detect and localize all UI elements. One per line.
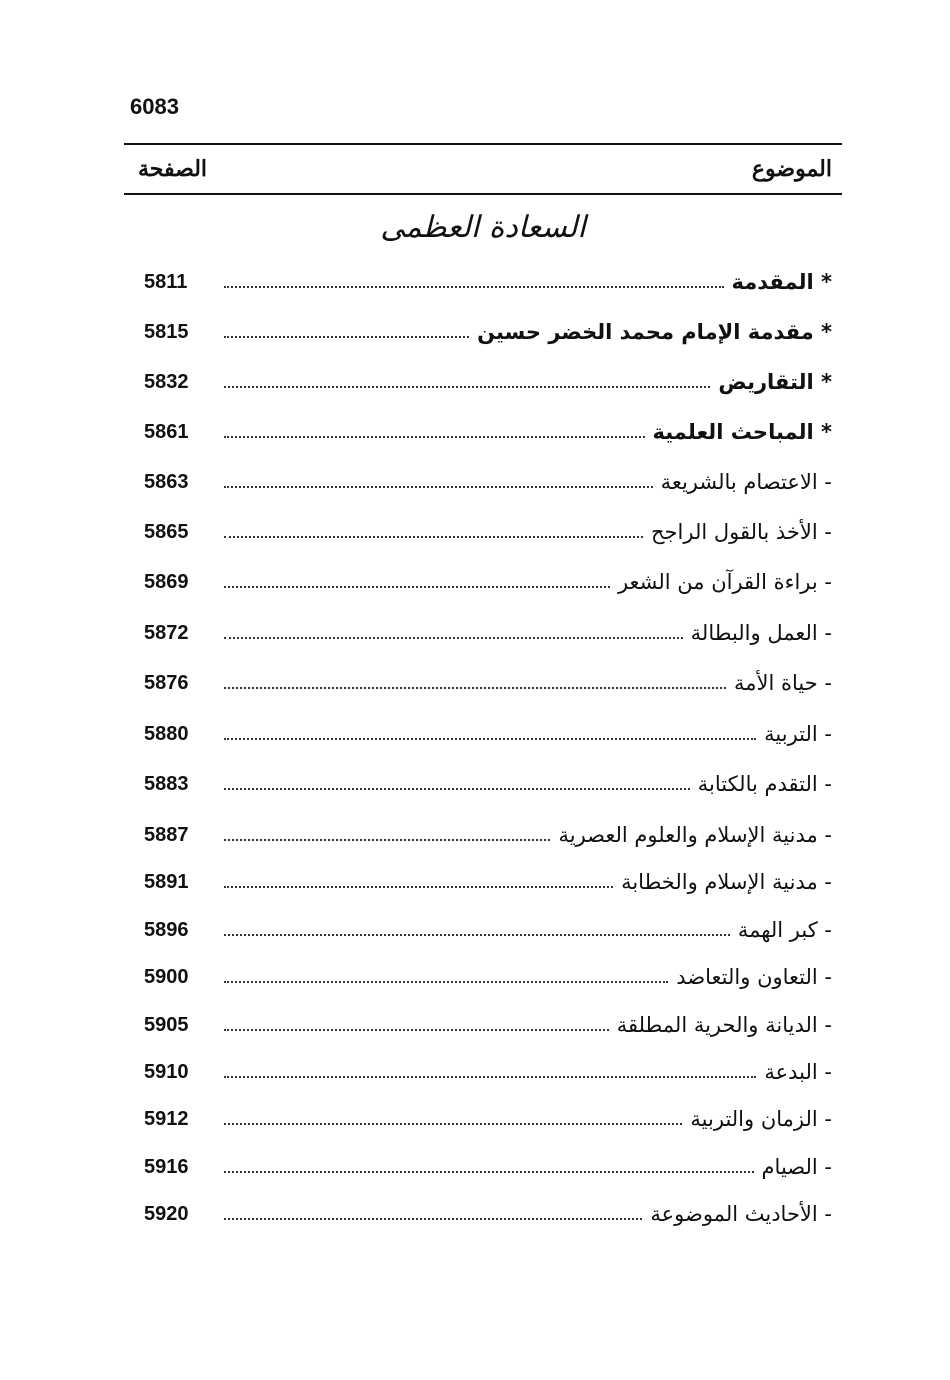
toc-entry-title (698, 772, 842, 796)
dot-leader (224, 586, 610, 588)
toc-entry-marker: * (813, 370, 832, 394)
toc-entry-text: المباحث العلمية (652, 420, 814, 444)
toc-entry-title (558, 823, 842, 847)
toc-entry-text: التقدم بالكتابة (697, 772, 818, 796)
toc-entry-title (651, 520, 842, 544)
toc-entry-text: التقاريض (718, 370, 814, 394)
toc-entry-text: الأخذ بالقول الراجح (651, 520, 818, 544)
toc-entry-title (690, 1107, 842, 1131)
toc-entry-title (764, 1060, 842, 1084)
toc-entry-page: 5832 (144, 371, 189, 393)
toc-entry-page: 5869 (144, 571, 189, 593)
toc-entry-text: مدنية الإسلام والخطابة (621, 870, 818, 894)
toc-entry-page: 5900 (144, 966, 189, 988)
toc-entry-marker: - (817, 918, 832, 942)
toc-entry-text: الزمان والتربية (690, 1107, 818, 1131)
dot-leader (224, 536, 643, 538)
toc-entry (124, 659, 842, 695)
toc-entry-text: التربية (764, 722, 818, 746)
toc-entry-text: مقدمة الإمام محمد الخضر حسين (477, 320, 814, 344)
toc-entry-title (762, 1155, 842, 1179)
toc-entry-marker: - (817, 520, 832, 544)
toc-entry (124, 906, 842, 942)
toc-entry-marker: * (813, 270, 832, 294)
toc-entry-title (732, 270, 842, 294)
toc-entry-text: مدنية الإسلام والعلوم العصرية (558, 823, 818, 847)
toc-entry (124, 308, 842, 344)
toc-entry-page: 5861 (144, 421, 189, 443)
toc-entry-marker: - (817, 1202, 832, 1226)
toc-entry-title (718, 370, 842, 394)
toc-entry-title (676, 965, 842, 989)
toc-entry-marker: - (817, 1107, 832, 1131)
toc-entry-marker: - (817, 671, 832, 695)
dot-leader (224, 637, 683, 639)
toc-entry-page: 5916 (144, 1156, 189, 1178)
toc-entry-title (661, 470, 842, 494)
dot-leader (224, 286, 724, 288)
toc-entry (124, 1095, 842, 1131)
toc-entry (124, 358, 842, 394)
toc-entry-text: العمل والبطالة (690, 621, 818, 645)
dot-leader (224, 1029, 609, 1031)
toc-entry-page: 5891 (144, 871, 189, 893)
toc-entry-page: 5910 (144, 1061, 189, 1083)
toc-entry-page: 5815 (144, 321, 189, 343)
dot-leader (224, 687, 726, 689)
dot-leader (224, 1218, 642, 1220)
dot-leader (224, 981, 668, 983)
toc-entry-marker: * (813, 420, 832, 444)
toc-entry-marker: * (813, 320, 832, 344)
toc-entry-text: التعاون والتعاضد (676, 965, 818, 989)
toc-entry (124, 458, 842, 494)
toc-entry (124, 609, 842, 645)
dot-leader (224, 1171, 754, 1173)
toc-entry-text: البدعة (764, 1060, 818, 1084)
toc-entry (124, 508, 842, 544)
page-number: 6083 (130, 94, 179, 119)
toc-entry-page: 5912 (144, 1108, 189, 1130)
toc-entry-title (734, 671, 842, 695)
toc-entry-marker: - (817, 1155, 832, 1179)
toc-entry-title (617, 1013, 842, 1037)
toc-entry-title (650, 1202, 842, 1226)
toc-entry-text: الديانة والحرية المطلقة (616, 1013, 818, 1037)
toc-header (124, 148, 842, 190)
toc-entry (124, 558, 842, 594)
toc-entry-page: 5905 (144, 1014, 189, 1036)
toc-entry-marker: - (817, 1013, 832, 1037)
dot-leader (224, 386, 710, 388)
toc-entry (124, 710, 842, 746)
toc-entry-title (477, 320, 842, 344)
dot-leader (224, 486, 653, 488)
toc-entry-text: الصيام (761, 1155, 818, 1179)
toc-entry (124, 1190, 842, 1226)
toc-entry-title (621, 870, 842, 894)
toc-entry (124, 408, 842, 444)
toc-entry-page: 5872 (144, 622, 189, 644)
header-top-rule (124, 143, 842, 145)
toc-entry-marker: - (817, 823, 832, 847)
dot-leader (224, 1123, 682, 1125)
toc-entry (124, 760, 842, 796)
toc-entry-title (618, 570, 842, 594)
toc-entry (124, 953, 842, 989)
dot-leader (224, 934, 730, 936)
dot-leader (224, 1076, 756, 1078)
toc-entry (124, 858, 842, 894)
dot-leader (224, 788, 690, 790)
toc-entry-page: 5880 (144, 723, 189, 745)
toc-entry-title (653, 420, 843, 444)
toc-entry-title (764, 722, 842, 746)
toc-entry-page: 5811 (144, 271, 188, 293)
toc-entry-marker: - (817, 570, 832, 594)
toc-entry-page: 5920 (144, 1203, 189, 1225)
toc-entry-page: 5896 (144, 919, 189, 941)
toc-entry (124, 1048, 842, 1084)
section-title: السعادة العظمى (380, 210, 586, 245)
toc-entry (124, 1001, 842, 1037)
dot-leader (224, 336, 469, 338)
toc-entry (124, 258, 842, 294)
toc-entry-title (691, 621, 842, 645)
toc-entry-marker: - (817, 870, 832, 894)
toc-entry-text: الأحاديث الموضوعة (650, 1202, 818, 1226)
dot-leader (224, 738, 756, 740)
dot-leader (224, 886, 613, 888)
toc-entry-marker: - (817, 621, 832, 645)
dot-leader (224, 436, 645, 438)
toc-entry (124, 1143, 842, 1179)
toc-entry-marker: - (817, 1060, 832, 1084)
toc-entry-title (738, 918, 842, 942)
toc-entry (124, 811, 842, 847)
dot-leader (224, 839, 550, 841)
toc-entry-text: الاعتصام بالشريعة (660, 470, 818, 494)
toc-entry-page: 5863 (144, 471, 189, 493)
toc-entry-page: 5865 (144, 521, 189, 543)
toc-entry-text: براءة القرآن من الشعر (617, 570, 818, 594)
toc-entry-text: كبر الهمة (737, 918, 818, 942)
toc-entry-page: 5887 (144, 824, 189, 846)
toc-entry-page: 5876 (144, 672, 189, 694)
topic-column-label: الموضوع (751, 156, 832, 182)
toc-entry-text: حياة الأمة (734, 671, 818, 695)
page-column-label: الصفحة (138, 156, 208, 182)
toc-entry-marker: - (817, 722, 832, 746)
toc-entry-marker: - (817, 772, 832, 796)
toc-entry-page: 5883 (144, 773, 189, 795)
toc-entry-text: المقدمة (731, 270, 814, 294)
toc-entry-marker: - (817, 470, 832, 494)
header-bottom-rule (124, 193, 842, 195)
toc-entry-marker: - (817, 965, 832, 989)
